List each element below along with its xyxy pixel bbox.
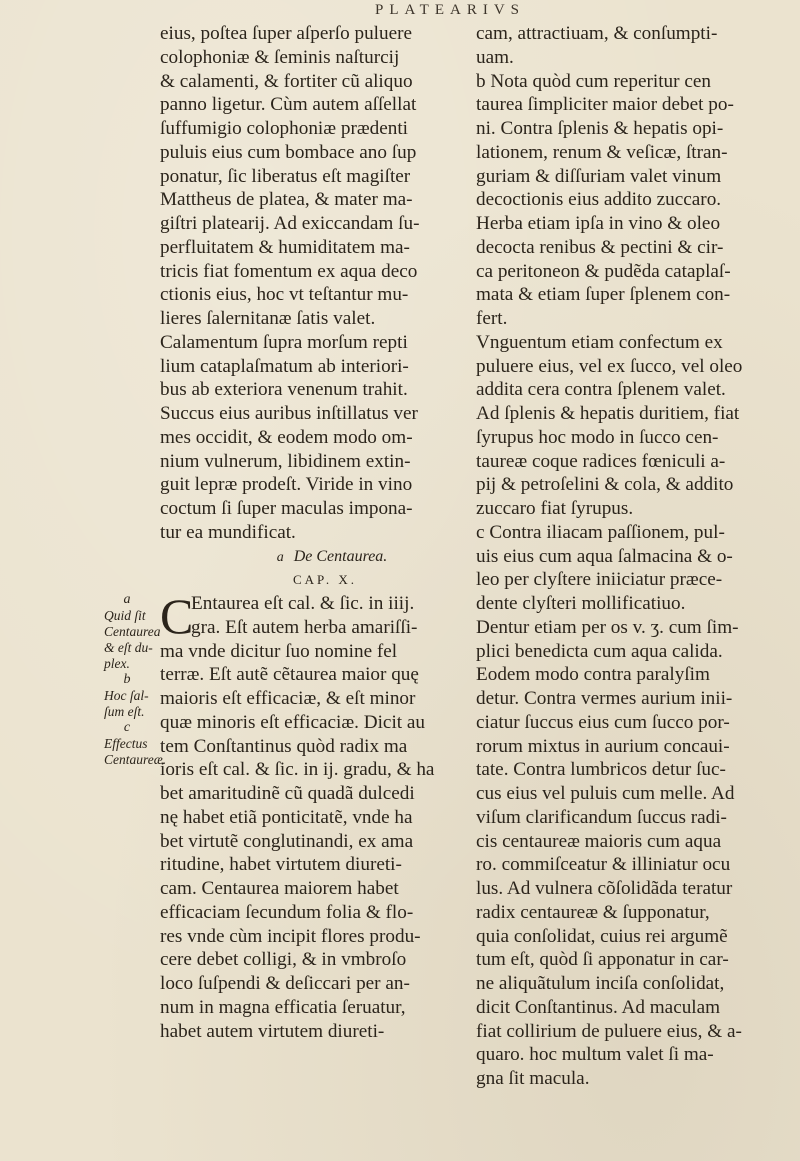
text-line: lium cataplaſmatum ab interiori- [160, 355, 409, 377]
text-line: ca peritoneon & pudẽda cataplaſ- [476, 260, 731, 282]
text-line: giſtri platearij. Ad exiccandam ſu- [160, 213, 420, 234]
text-line: coctum ſi ſuper maculas impona- [160, 498, 413, 519]
text-line: lieres ſalernitanæ ſatis valet. [160, 308, 376, 329]
text-line: b Nota quòd cum reperitur cen [476, 70, 711, 92]
text-line: num in magna efficatia ſeruatur, [160, 996, 406, 1018]
text-line: detur. Contra vermes aurium inii- [476, 688, 733, 709]
text-line: loco ſuſpendi & deſiccari per an- [160, 973, 410, 994]
text-line: mes occidit, & eodem modo om- [160, 426, 413, 448]
text-line: Calamentum ſupra morſum repti [160, 331, 408, 353]
text-line: cis centaureæ maioris cum aqua [476, 830, 722, 852]
text-line: taureæ coque radices fœniculi a- [476, 450, 726, 472]
text-line: quæ minoris eſt efficaciæ. Dicit au [160, 711, 426, 733]
text-line: puluis eius cum bombace ano ſup [160, 141, 417, 163]
margin-note-a-key: a [123, 592, 131, 607]
text-line: quia conſolidat, cuius rei argumẽ [476, 925, 728, 947]
text-line: bet amaritudinẽ cũ quadã dulcedi [160, 783, 415, 804]
right-column [476, 22, 776, 1091]
text-line: rorum mixtus in aurium concaui- [476, 735, 730, 757]
text-line: ctionis eius, hoc vt teſtantur mu- [160, 284, 409, 306]
text-line: cus eius vel puluis cum melle. Ad [476, 783, 735, 804]
text-line: tricis fiat fomentum ex aqua deco [160, 260, 418, 282]
text-line: guriam & diſſuriam valet vinum [476, 165, 722, 187]
text-line: Mattheus de platea, & mater ma- [160, 189, 413, 211]
margin-note-b-key: b [123, 672, 131, 687]
text-line: zuccaro fiat ſyrupus. [476, 498, 634, 519]
text-line: cam, attractiuam, & conſumpti- [476, 23, 718, 44]
text-line: ioris eſt cal. & ſic. in ij. gradu, & ha [160, 759, 435, 781]
text-line: gra. Eſt autem herba amariſſi- [191, 616, 418, 638]
margin-notes [104, 592, 167, 768]
text-line: fert. [476, 308, 508, 329]
text-line: decocta renibus & pectini & cir- [476, 236, 724, 258]
text-line: tum eſt, quòd ſi apponatur in car- [476, 949, 729, 971]
text-line: dicit Conſtantinus. Ad maculam [476, 996, 721, 1018]
text-line: colophoniæ & ſeminis naſturcij [160, 46, 400, 68]
text-line: terræ. Eſt autẽ cẽtaurea maior quę [160, 664, 419, 686]
left-column [160, 22, 470, 1043]
chapter-title: De Centaurea. [293, 547, 388, 565]
text-line: dente clyſteri mollificatiuo. [476, 593, 686, 614]
text-line: ne aliquãtulum inciſa conſolidat, [476, 973, 725, 994]
text-line: ponatur, ſic liberatus eſt magiſter [160, 165, 411, 187]
margin-note-line: Centaureæ. [104, 752, 167, 767]
right-column-text [476, 22, 776, 1091]
text-line: leo per clyſtere iniiciatur præce- [476, 569, 723, 591]
text-line: viſum clarificandum ſuccus radi- [476, 806, 727, 828]
text-line: uis eius cum aqua ſalmacina & o- [476, 545, 733, 567]
chapter-body-text [160, 588, 470, 1043]
text-line: ſyrupus hoc modo in ſucco cen- [476, 426, 719, 448]
text-line: uam. [476, 46, 514, 68]
margin-note-c-key: c [123, 720, 131, 735]
text-line: Herba etiam ipſa in vino & oleo [476, 213, 721, 234]
text-line: quaro. hoc multum valet ſi ma- [476, 1044, 714, 1066]
text-line: cere debet colligi, & in vmbroſo [160, 949, 407, 971]
text-line: tate. Contra lumbricos detur ſuc- [476, 759, 726, 781]
text-line: habet autem virtutem diureti- [160, 1020, 385, 1042]
margin-note-line: Centaurea [104, 624, 161, 639]
chapter-marker: a [276, 549, 284, 565]
margin-note-line: Effectus [104, 736, 148, 751]
text-line: ritudine, habet virtutem diureti- [160, 854, 402, 876]
text-line: pij & petroſelini & cola, & addito [476, 474, 734, 496]
text-line: decoctionis eius addito zuccaro. [476, 189, 722, 211]
margin-note-b [104, 688, 164, 720]
text-line: ciatur ſuccus eius cum ſucco por- [476, 711, 730, 733]
left-column-text [160, 22, 470, 545]
text-line: addita cera contra ſplenem valet. [476, 379, 726, 401]
text-line: & calamenti, & fortiter cũ aliquo [160, 70, 413, 92]
text-line: Succus eius auribus inſtillatus ver [160, 403, 418, 424]
text-line: res vnde cùm incipit flores produ- [160, 925, 421, 947]
chapter-heading [160, 545, 470, 569]
text-line: Dentur etiam per os v. ʒ. cum ſim- [476, 616, 739, 638]
margin-note-c [104, 736, 167, 768]
drop-cap: C [160, 588, 194, 644]
text-line: puluere eius, vel ex ſucco, vel oleo [476, 355, 743, 377]
text-line: nium vulnerum, libidinem extin- [160, 450, 411, 472]
text-line: tem Conſtantinus quòd radix ma [160, 735, 408, 757]
text-line: gna ſit macula. [476, 1068, 590, 1089]
text-line: radix centaureæ & ſupponatur, [476, 901, 710, 923]
text-line: tur ea mundificat. [160, 521, 296, 543]
text-line: cam. Centaurea maiorem habet [160, 878, 399, 899]
margin-note-line: & eſt du- [104, 640, 153, 655]
text-line: guit lepræ prodeſt. Viride in vino [160, 474, 413, 496]
text-line: efficaciam ſecundum folia & flo- [160, 901, 414, 923]
text-line: Vnguentum etiam confectum ex [476, 331, 723, 353]
text-line: mata & etiam ſuper ſplenem con- [476, 284, 731, 306]
text-line: fiat collirium de puluere eius, & a- [476, 1020, 742, 1042]
text-line: nę habet etiã ponticitatẽ, vnde ha [160, 806, 413, 828]
text-line: plici benedicta cum aqua calida. [476, 640, 723, 662]
text-line: ſuffumigio colophoniæ prædenti [160, 118, 409, 139]
text-line: lus. Ad vulnera cõſolidãda teratur [476, 878, 733, 899]
chapter-number: CAP. X. [293, 572, 357, 588]
text-line: Eodem modo contra paralyſim [476, 664, 710, 686]
text-line: bus ab exteriora venenum trahit. [160, 379, 408, 401]
running-head: PLATEARIVS [375, 2, 526, 18]
text-line: bet virtutẽ conglutinandi, ex ama [160, 830, 414, 852]
margin-note-line: Hoc ſal- [104, 688, 149, 703]
text-line: taurea ſimpliciter maior debet po- [476, 94, 734, 116]
text-line: eius, poſtea ſuper aſperſo puluere [160, 23, 413, 44]
text-line: c Contra iliacam paſſionem, pul- [476, 521, 725, 543]
margin-note-line: ſum eſt. [104, 704, 145, 719]
text-line-content: Entaurea eſt cal. & ſic. in iiij. [191, 593, 415, 614]
text-line: perfluitatem & humiditatem ma- [160, 236, 410, 258]
text-line: lationem, renum & veſicæ, ſtran- [476, 141, 728, 163]
margin-note-line: plex. [104, 656, 130, 671]
text-line: panno ligetur. Cùm autem aſſellat [160, 94, 417, 116]
margin-note-line: Quid ſit [104, 608, 146, 623]
text-line: maioris eſt efficaciæ, & eſt minor [160, 688, 416, 709]
margin-note-a [104, 608, 164, 672]
text-line: ni. Contra ſplenis & hepatis opi- [476, 118, 724, 139]
text-line: ro. commiſceatur & illiniatur ocu [476, 854, 731, 876]
text-line: Ad ſplenis & hepatis duritiem, fiat [476, 403, 740, 424]
text-line: ma vnde dicitur ſuo nomine fel [160, 640, 398, 662]
